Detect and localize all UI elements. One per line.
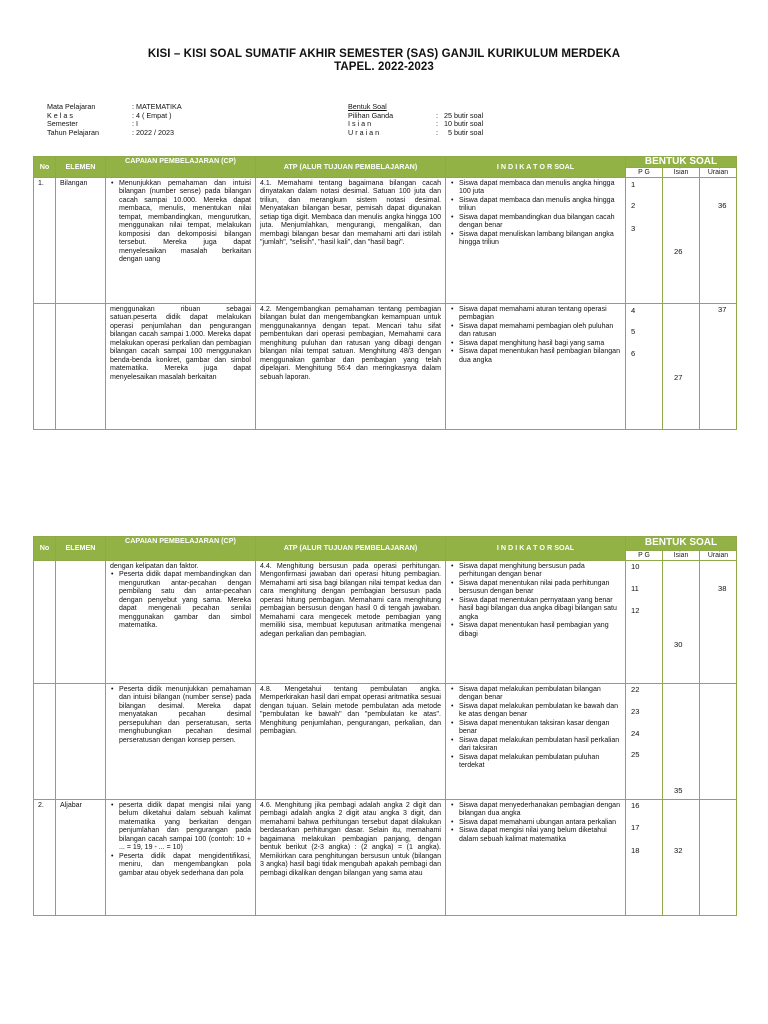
col-elemen: ELEMEN (56, 537, 106, 561)
pg-number: 6 (631, 349, 636, 358)
cp-cell (106, 684, 256, 800)
meta-key: Tahun Pelajaran (47, 127, 99, 137)
pg-number: 11 (631, 584, 639, 593)
indikator-item: • Siswa dapat membaca dan menulis angka hingga triliun (450, 197, 621, 214)
uraian-number: 36 (718, 201, 727, 210)
meta-colon: : (436, 110, 438, 120)
pg-number: 5 (631, 327, 636, 336)
pg-cell (626, 684, 663, 800)
col-atp: ATP (ALUR TUJUAN PEMBELAJARAN) (256, 537, 446, 561)
pg-number: 24 (631, 729, 640, 738)
row-no: 2. (34, 800, 56, 916)
col-isian: Isian (663, 168, 700, 178)
pg-cell (626, 561, 663, 684)
isian-cell (663, 178, 700, 304)
indikator-item: • Siswa dapat memahami pembagian oleh puluhan dan ratusan (450, 323, 621, 340)
pg-number: 4 (631, 306, 636, 315)
isian-cell (663, 684, 700, 800)
pg-number: 18 (631, 846, 640, 855)
meta-row (47, 129, 242, 138)
identity-block (47, 103, 242, 137)
indikator-item: • Siswa dapat melakukan pembulatan bilangan dengan benar (450, 686, 621, 703)
cp-lead: dengan kelipatan dan faktor. (110, 563, 199, 570)
indikator-cell (446, 178, 626, 304)
cp-cell (106, 178, 256, 304)
table-row (34, 178, 737, 304)
meta-value: : I (132, 119, 138, 129)
row-no (34, 304, 56, 430)
col-no: No (34, 537, 56, 561)
col-no: No (34, 157, 56, 178)
pg-number: 25 (631, 750, 640, 759)
pg-cell (626, 800, 663, 916)
indikator-item: • Siswa dapat memahami aturan tentang operasi pembagian (450, 306, 621, 323)
document-subtitle: TAPEL. 2022-2023 (334, 61, 434, 73)
atp-cell: 4.4. Menghitung bersusun pada operasi perhitungan. Mengonfirmasi jawaban dari operasi hitung pembagian. Memahami arti sisa bagi bilangan nilai tempat kedua dan cara menghitung dengan pembagian bersusun pada operasi hitung pembagian. Memahami cara menghitung pembagian bersusun dengan hasil 0 di tengah jawaban. Memahami cara mengecek metode pembagian yang memiliki sisa, membuat keputusan aritmatika mengenai adegan perkalian dan pembagian. (256, 561, 446, 684)
col-atp: ATP (ALUR TUJUAN PEMBELAJARAN) (256, 157, 446, 178)
atp-cell: 4.2. Mengembangkan pemahaman tentang pembagian bilangan bulat dan mengembangkan kemampuan untuk menggunakannya dengan tepat. Mencari tahu sifat pembentukan dari operasi pembagian, Memahami cara menghitung puluhan dan ratusan yang dibagi dengan bilangan nilai tempat satuan. Menghitung 48/3 dengan menggunakan gambar dan pembagian yang telah dipelajari. Menghitung 56:4 dan meringkasnya dalam sebuah laporan. (256, 304, 446, 430)
grid-table-2 (33, 536, 737, 916)
row-elemen (56, 304, 106, 430)
indikator-cell (446, 684, 626, 800)
isian-number: 35 (674, 786, 683, 795)
row-elemen: Bilangan (56, 178, 106, 304)
indikator-item: • Siswa dapat melakukan pembulatan ke bawah dan ke atas dengan benar (450, 703, 621, 720)
meta-colon: : (436, 127, 438, 137)
pg-cell (626, 178, 663, 304)
meta-value: 10 butir soal (444, 119, 484, 129)
pg-number: 12 (631, 606, 640, 615)
indikator-cell (446, 561, 626, 684)
cp-cell (106, 800, 256, 916)
meta-value: : 4 ( Empat ) (132, 110, 172, 120)
meta-key: Mata Pelajaran (47, 102, 96, 111)
uraian-cell (700, 178, 737, 304)
indikator-cell (446, 800, 626, 916)
indikator-item: • Siswa dapat membandingkan dua bilangan cacah dengan benar (450, 214, 621, 231)
pg-number: 1 (631, 180, 636, 189)
pg-number: 22 (631, 685, 640, 694)
col-isian: Isian (663, 551, 700, 561)
col-indikator: I N D I K A T O R SOAL (446, 537, 626, 561)
meta-value: 25 butir soal (444, 110, 484, 120)
question-form-heading: Bentuk Soal (348, 102, 387, 111)
document-title: KISI – KISI SOAL SUMATIF AKHIR SEMESTER (SAS) GANJIL KURIKULUM MERDEKA (147, 48, 621, 60)
pg-cell (626, 304, 663, 430)
atp-cell: 4.1. Memahami tentang bagaimana bilangan cacah dinyatakan dalam notasi desimal. Satuan 100 juta dan triliun, dan merangkum sistem notasi desimal. Menyatakan bilangan besar, pemisah dapat digunakan setiap tiga digit. Membaca dan menulis angka hingga 100 juta. Menjumlahkan, mengurangi, mengalikan, dan membagi bilangan besar dan memahami arti dari istilah "jumlah", "selisih", "hasil kali", dan "hasil bagi". (256, 178, 446, 304)
row-no: 1. (34, 178, 56, 304)
pg-number: 16 (631, 801, 640, 810)
isian-number: 26 (674, 247, 683, 256)
meta-key: Semester (47, 119, 78, 129)
meta-value: : 2022 / 2023 (132, 127, 174, 137)
indikator-item: • Siswa dapat memahami ubungan antara perkalian (450, 819, 621, 827)
uraian-cell (700, 561, 737, 684)
col-elemen: ELEMEN (56, 157, 106, 178)
pg-number: 17 (631, 823, 640, 832)
cp-cell (106, 561, 256, 684)
meta-key: I s i a n (348, 119, 372, 129)
row-elemen: Aljabar (56, 800, 106, 916)
isian-cell (663, 800, 700, 916)
row-no (34, 684, 56, 800)
table-row (34, 800, 737, 916)
isian-number: 27 (674, 373, 683, 382)
indikator-item: • Siswa dapat menuliskan lambang bilangan angka hingga triliun (450, 231, 621, 248)
isian-cell (663, 561, 700, 684)
isian-number: 32 (674, 846, 683, 855)
question-form-block (348, 103, 524, 137)
meta-row (348, 129, 524, 138)
col-uraian: Uraian (700, 551, 737, 561)
cp-item: • Menunjukkan pemahaman dan intuisi bilangan (number sense) pada bilangan cacah sampai 10.000. Mereka dapat membaca, menulis, menentukan nilai tempat, membandingkan, mengurutkan, menggunakan nilai tempat, melakukan komposisi dan dekomposisi bilangan tersebut. Mereka juga dapat menyelesaikan masalah berkaitan dengan uang (110, 180, 251, 265)
row-elemen (56, 561, 106, 684)
col-cp: CAPAIAN PEMBELAJARAN (CP) (106, 157, 256, 178)
cp-item: • Peserta didik menunjukkan pemahaman dan intuisi bilangan (number sense) pada bilangan desimal. Mereka dapat menyatakan pecahan desimal persepuluhan dan perseratusan, serta menghubungkan pecahan desimal perseratusan dengan konsep persen. (110, 686, 251, 745)
indikator-item: • Siswa dapat menentukan hasil pembagian yang dibagi (450, 622, 621, 639)
col-pg: P G (626, 551, 663, 561)
table-row (34, 684, 737, 800)
meta-key: K e l a s (47, 110, 73, 120)
isian-cell (663, 304, 700, 430)
meta-colon: : (436, 119, 438, 129)
col-cp: CAPAIAN PEMBELAJARAN (CP) (106, 537, 256, 561)
cp-item: • peserta didik dapat mengisi nilai yang belum diketahui dalam sebuah kalimat matematika yang berkaitan dengan penjumlahan dan pengurangan pada bilangan cacah sampai 100 (contoh: 10 + ... = 19, 19 - ... = 10) (110, 802, 251, 853)
meta-value: 5 butir soal (444, 127, 484, 137)
col-pg: P G (626, 168, 663, 178)
pg-number: 10 (631, 562, 640, 571)
col-bentuk-soal: BENTUK SOAL (626, 157, 737, 168)
col-uraian: Uraian (700, 168, 737, 178)
pg-number: 23 (631, 707, 640, 716)
cp-cell: menggunakan ribuan sebagai satuan.peserta didik dapat melakukan operasi penjumlahan dan pengurangan bilangan cacah sampai 1.000. Mereka dapat melakukan operasi perkalian dan pembagian bilangan cacah sampai 100 menggunakan benda-benda konkret, gambar dan simbol matematika. Mereka juga dapat menyelesaikan masalah berkaitan (106, 304, 256, 430)
pg-number: 2 (631, 201, 636, 210)
indikator-item: • Siswa dapat membaca dan menulis angka hingga 100 juta (450, 180, 621, 197)
grid-table-1 (33, 156, 737, 430)
isian-number: 30 (674, 640, 683, 649)
uraian-cell (700, 800, 737, 916)
uraian-cell (700, 304, 737, 430)
cp-item: • Peserta didik dapat membandingkan dan mengurutkan antar-pecahan dengan pembilang satu dan antar-pecahan dengan penyebut yang sama. Mereka dapat mengenali pecahan senilai menggunakan gambar dan simbol matematika. (110, 571, 251, 630)
atp-cell: 4.8. Mengetahui tentang pembulatan angka. Memperkirakan hasil dari empat operasi aritmatika sesuai dengan tujuan. Selain metode pembulatan ada metode "pembulatan ke bawah" dan "pembulatan ke atas". Menghitung penjumlahan, pengurangan, perkalian, dan pembagian. (256, 684, 446, 800)
indikator-item: • Siswa dapat mengisi nilai yang belum diketahui dalam sebuah kalimat matematika (450, 827, 621, 844)
pg-number: 3 (631, 224, 636, 233)
indikator-item: • Siswa dapat menyederhanakan pembagian dengan bilangan dua angka (450, 802, 621, 819)
row-no (34, 561, 56, 684)
indikator-item: • Siswa dapat menentukan nilai pada perhitungan bersusun dengan benar (450, 580, 621, 597)
col-bentuk-soal: BENTUK SOAL (626, 537, 737, 551)
cp-item: • Peserta didik dapat mengidentifikasi, meniru, dan mengembangkan pola gambar atau obyek sederhana dan pola (110, 853, 251, 878)
indikator-item: • Siswa dapat menentukan hasil pembagian bilangan dua angka (450, 348, 621, 365)
indikator-item: • Siswa dapat menghitung bersusun pada perhitungan dengan benar (450, 563, 621, 580)
indikator-item: • Siswa dapat menentukan pernyataan yang benar hasil bagi bilangan dua angka dibagi bilangan satu angka (450, 597, 621, 622)
meta-value: : MATEMATIKA (132, 102, 182, 111)
indikator-cell (446, 304, 626, 430)
atp-cell: 4.6. Menghitung jika pembagi adalah angka 2 digit dan pembagi adalah angka 2 digit atau angka 3 digit, dan memahami bahwa perhitungan tersebut dapat dilakukan berdasarkan perhitungan dasar. Selain itu, memahami bagaimana melakukan pembagian panjang, dengan bentuk berikut (2-3 angka) : (2 angka) = (1 angka). Memikirkan cara penghitungan bersusun untuk (bilangan 3 angka) hasil bagi tidak mengubah apakah pembagi dan pembagi dikalikan dengan bilangan yang sama atau (256, 800, 446, 916)
uraian-number: 37 (718, 305, 727, 314)
uraian-cell (700, 684, 737, 800)
indikator-item: • Siswa dapat melakukan pembulatan puluhan terdekat (450, 754, 621, 771)
col-indikator: I N D I K A T O R SOAL (446, 157, 626, 178)
row-elemen (56, 684, 106, 800)
indikator-item: • Siswa dapat menghitung hasil bagi yang sama (450, 340, 621, 348)
indikator-item: • Siswa dapat menentukan taksiran kasar dengan benar (450, 720, 621, 737)
meta-key: U r a i a n (348, 127, 380, 137)
meta-key: Pilihan Ganda (348, 110, 394, 120)
uraian-number: 38 (718, 584, 727, 593)
table-row (34, 304, 737, 430)
table-row (34, 561, 737, 684)
indikator-item: • Siswa dapat melakukan pembulatan hasil perkalian dari taksiran (450, 737, 621, 754)
